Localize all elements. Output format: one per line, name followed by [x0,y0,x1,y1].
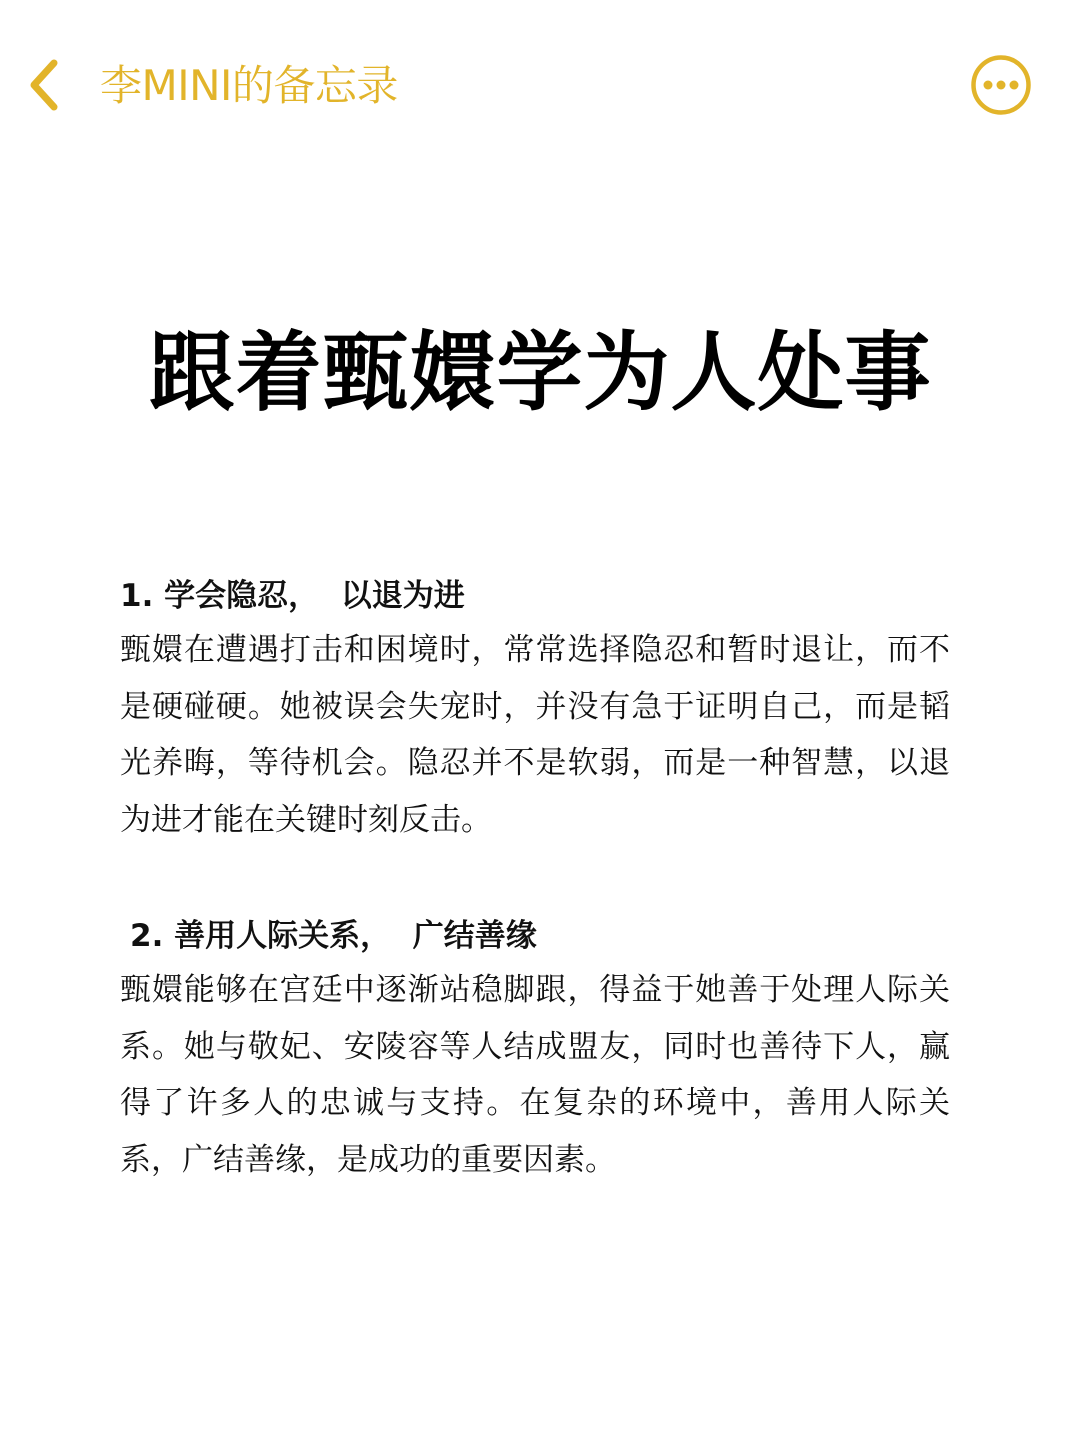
notes-folder-title[interactable]: 李MINI的备忘录 [100,61,398,110]
chevron-left-icon [24,55,64,115]
navigation-bar [0,0,1080,180]
more-options-button[interactable] [970,54,1032,116]
note-title: 跟着甄嬛学为人处事 [148,323,932,423]
section-body: 甄嬛能够在宫廷中逐渐站稳脚跟，得益于她善于处理人际关系。她与敬妃、安陵容等人结成盟友，同时也善待下人，赢得了许多人的忠诚与支持。在复杂的环境中，善用人际关系，广结善缘，是成功的重要因素。 [120,972,950,1178]
section-heading: 2. 善用人际关系， 广结善缘 [130,918,537,954]
back-button[interactable] [14,52,74,118]
note-section [120,910,950,1188]
section-body: 甄嬛在遭遇打击和困境时，常常选择隐忍和暂时退让，而不是硬碰硬。她被误会失宠时，并没有急于证明自己，而是韬光养晦，等待机会。隐忍并不是软弱，而是一种智慧，以退为进才能在关键时刻反击。 [120,632,950,838]
more-horizontal-icon [970,54,1032,116]
note-section [120,570,950,848]
section-heading: 1. 学会隐忍， 以退为进 [120,578,465,614]
